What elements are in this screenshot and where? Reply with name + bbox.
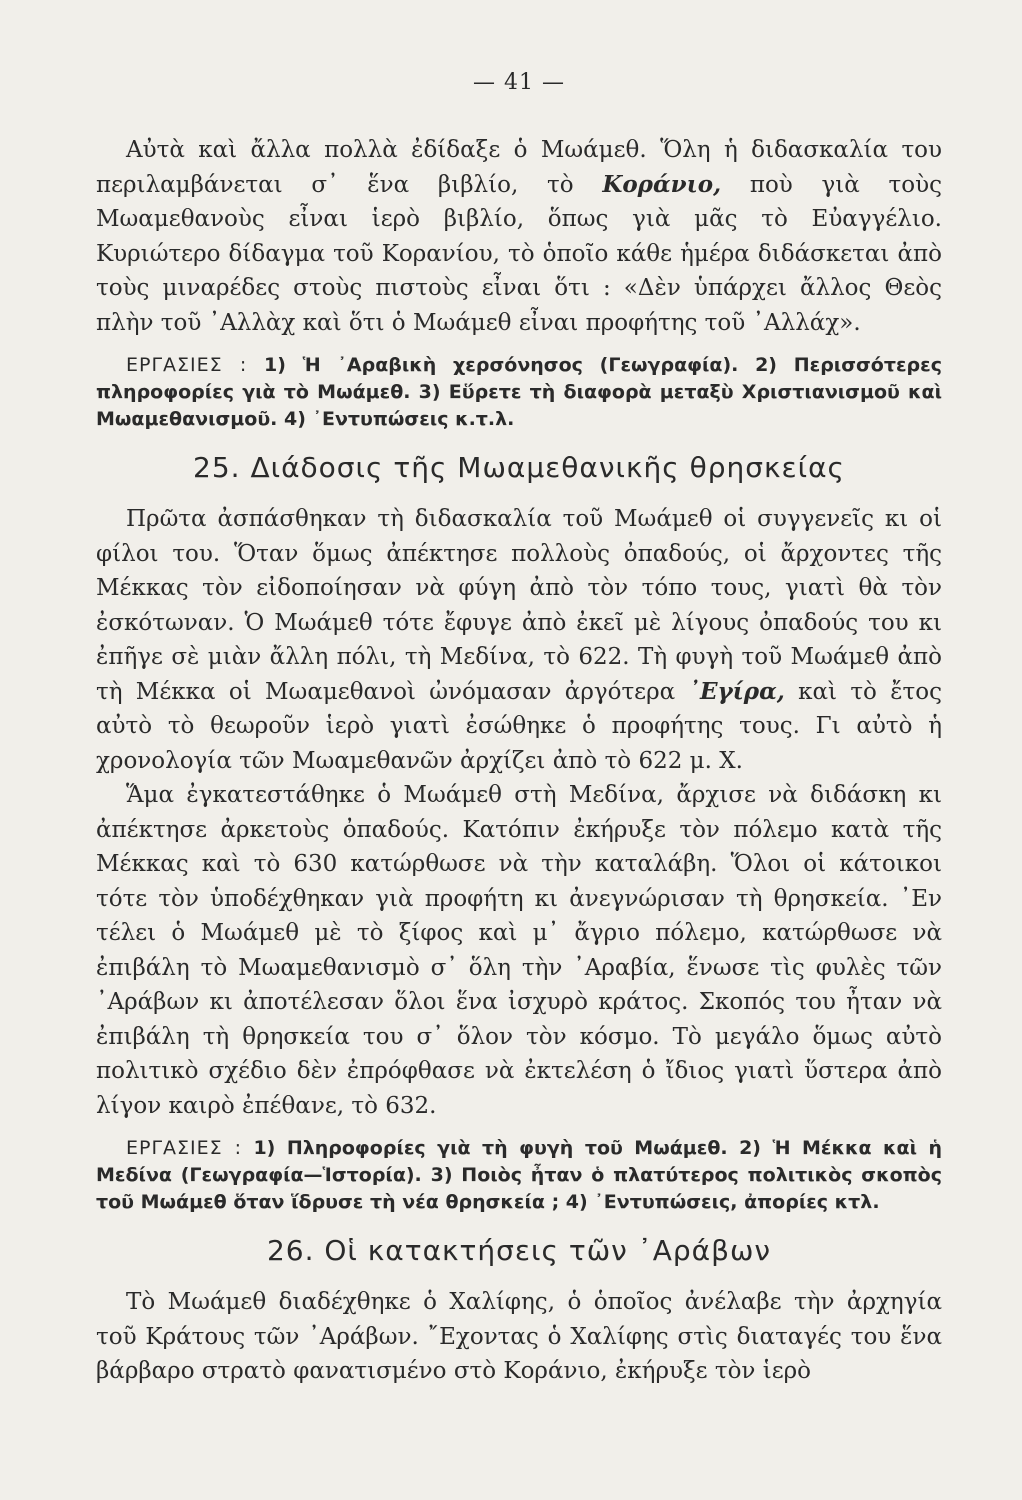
exercises-1-text: 1) Ἡ ᾿Αραβικὴ χερσόνησος (Γεωγραφία). 2) Περισσότερες πληροφορίες γιὰ τὸ Μωάμεθ. 3) Εὕρετε τὴ διαφορὰ μεταξὺ Χριστιανισμοῦ καὶ Μωαμεθανισμοῦ. 4) ᾿Εντυπώσεις κ.τ.λ. — [96, 354, 942, 430]
page-number: — 41 — — [473, 70, 565, 95]
section-26-title: 26. Οἱ κατακτήσεις τῶν ᾿Αράβων — [266, 1234, 772, 1267]
section-25-text-a: Πρῶτα ἀσπάσθηκαν τὴ διδασκαλία τοῦ Μωάμεθ οἱ συγγενεῖς κι οἱ φίλοι του. Ὅταν ὅμως ἀπέκτησε πολλοὺς ὀπαδούς, οἱ ἄρχοντες τῆς Μέκκας τὸν εἰδοποίησαν νὰ φύγη ἀπὸ τὸν τόπο τους, γιατὶ θὰ τὸν ἐσκότωναν. Ὁ Μωάμεθ τότε ἔφυγε ἀπὸ ἐκεῖ μὲ λίγους ὀπαδούς του κι ἐπῆγε σὲ μιὰν ἄλλη πόλι, τὴ Μεδίνα, τὸ 622. Τὴ φυγὴ τοῦ Μωάμεθ ἀπὸ τὴ Μέκκα οἱ Μωαμεθανοὶ ὠνόμασαν ἀργότερα — [96, 506, 942, 705]
section-26-paragraph-1: Τὸ Μωάμεθ διαδέχθηκε ὁ Χαλίφης, ὁ ὁποῖος ἀνέλαβε τὴν ἀρχηγία τοῦ Κράτους τῶν ᾿Αράβων. ῎Εχοντας ὁ Χαλίφης στὶς διαταγές του ἕνα βάρβαρο στρατὸ φανατισμένο στὸ Κοράνιο, ἐκήρυξε τὸν ἱερὸ — [96, 1289, 942, 1384]
section-25-title: 25. Διάδοσις τῆς Μωαμεθανικῆς θρησκείας — [193, 451, 845, 484]
section-25-text-b: καὶ τὸ ἔτος αὐτὸ τὸ θεωροῦν ἱερὸ γιατὶ ἐσώθηκε ὁ προφήτης τους. Γι αὐτὸ ἡ χρονολογία τῶν Μωαμεθανῶν ἀρχίζει ἀπὸ τὸ 622 μ. Χ. — [96, 678, 942, 774]
exercises-1 — [96, 352, 942, 433]
hegira-term: ᾿Εγίρα, — [688, 677, 785, 705]
exercises-2 — [96, 1135, 942, 1216]
exercises-2-text: 1) Πληροφορίες γιὰ τὴ φυγὴ τοῦ Μωάμεθ. 2) Ἡ Μέκκα καὶ ἡ Μεδίνα (Γεωγραφία—Ἱστορία). 3) Ποιὸς ἦταν ὁ πλατύτερος πολιτικὸς σκοπὸς τοῦ Μωάμεθ ὅταν ἵδρυσε τὴ νέα θρησκεία ; 4) ᾿Εντυπώσεις, ἀπορίες κτλ. — [96, 1137, 942, 1213]
intro-paragraph — [96, 133, 942, 340]
exercises-1-label: ΕΡΓΑΣΙΕΣ : — [126, 354, 248, 376]
intro-text-2: ποὺ γιὰ τοὺς Μωαμεθανοὺς εἶναι ἱερὸ βιβλίο, ὅπως γιὰ μᾶς τὸ Εὐαγγέλιο. Κυριώτερο δίδαγμα τοῦ Κορανίου, τὸ ὁποῖο κάθε ἡμέρα διδάσκεται ἀπὸ τοὺς μιναρέδες στοὺς πιστοὺς εἶναι ὅτι : «Δὲν ὑπάρχει ἄλλος Θεὸς πλὴν τοῦ ᾿Αλλὰχ καὶ ὅτι ὁ Μωάμεθ εἶναι προφήτης τοῦ ᾿Αλλάχ». — [96, 171, 942, 336]
section-25-paragraph-2: Ἅμα ἐγκατεστάθηκε ὁ Μωάμεθ στὴ Μεδίνα, ἄρχισε νὰ διδάσκη κι ἀπέκτησε ἀρκετοὺς ὀπαδούς. Κατόπιν ἐκήρυξε τὸν πόλεμο κατὰ τῆς Μέκκας καὶ τὸ 630 κατώρθωσε νὰ τὴν καταλάβη. Ὅλοι οἱ κάτοικοι τότε τὸν ὑποδέχθηκαν γιὰ προφήτη κι ἀνεγνώρισαν τὴ θρησκεία. ᾿Εν τέλει ὁ Μωάμεθ μὲ τὸ ξίφος καὶ μ᾿ ἄγριο πόλεμο, κατώρθωσε νὰ ἐπιβάλη τὸ Μωαμεθανισμὸ σ᾿ ὅλη τὴν ᾿Αραβία, ἕνωσε τὶς φυλὲς τῶν ᾿Αράβων κι ἀποτέλεσαν ὅλοι ἕνα ἰσχυρὸ κράτος. Σκοπός του ἦταν νὰ ἐπιβάλη τὴ θρησκεία του σ᾿ ὅλον τὸν κόσμο. Τὸ μεγάλο ὅμως αὐτὸ πολιτικὸ σχέδιο δὲν ἐπρόφθασε νὰ ἐκτελέση ὁ ἴδιος γιατὶ ὕστερα ἀπὸ λίγον καιρὸ ἐπέθανε, τὸ 632. — [96, 782, 942, 1119]
koran-term: Κοράνιο, — [602, 170, 722, 198]
intro-text-1: Αὐτὰ καὶ ἄλλα πολλὰ ἐδίδαξε ὁ Μωάμεθ. Ὅλη ἡ διδασκαλία του περιλαμβάνεται σ᾿ ἕνα βιβλίο, τὸ — [96, 137, 942, 198]
exercises-2-label: ΕΡΓΑΣΙΕΣ : — [126, 1137, 242, 1159]
section-25-paragraph-1 — [96, 502, 942, 778]
